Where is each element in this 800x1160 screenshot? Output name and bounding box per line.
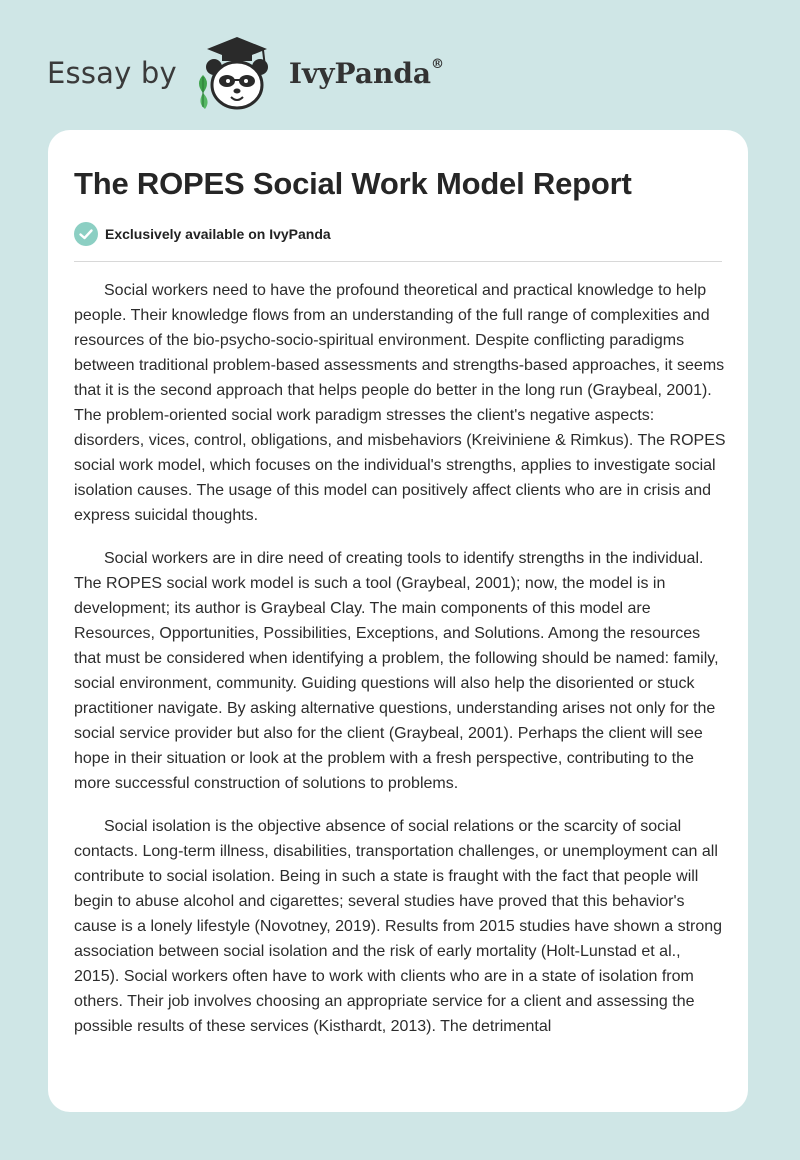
site-brand[interactable] xyxy=(47,33,444,113)
paragraph: Social workers need to have the profound theoretical and practical knowledge to help people. Their knowledge flows from an understanding of the full range of complexities and resources of the bio-psycho-socio-spiritual environment. Despite conflicting paradigms between traditional problem-based assessments and strengths-based approaches, it seems that it is the second approach that helps people do better in the long run (Graybeal, 2001). The problem-oriented social work paradigm stresses the client's negative aspects: disorders, vices, control, obligations, and misbehaviors (Kreiviniene & Rimkus). The ROPES social work model, which focuses on the individual's strengths, applies to investigate social isolation causes. The usage of this model can positively affect clients who are in crisis and express suicidal thoughts. xyxy=(74,282,726,524)
paragraph: Social isolation is the objective absence of social relations or the scarcity of social contacts. Long-term illness, disabilities, transportation challenges, or unemployment can all contribute to social isolation. Being in such a state is fraught with the fact that people will begin to abuse alcohol and cigarettes; several studies have proved that this behavior's cause is a lonely lifestyle (Novotney, 2019). Results from 2015 studies have shown a strong association between social isolation and the risk of early mortality (Holt-Lunstad et al., 2015). Social workers often have to work with clients who are in a state of isolation from others. Their job involves choosing an appropriate service for a client and assessing the possible results of these services (Kisthardt, 2013). The detrimental xyxy=(74,818,723,1035)
article-card xyxy=(48,130,748,1112)
exclusive-badge-label: Exclusively available on IvyPanda xyxy=(105,226,331,242)
exclusive-badge xyxy=(74,222,331,246)
divider xyxy=(74,261,722,262)
registered-mark: ® xyxy=(431,57,445,73)
article-body xyxy=(74,278,726,1057)
panda-graduate-icon xyxy=(191,33,283,113)
page-title: The ROPES Social Work Model Report xyxy=(74,166,632,201)
brand-prefix: Essay by xyxy=(47,56,177,90)
brand-name: IvyPanda® xyxy=(288,56,445,90)
check-circle-icon xyxy=(74,222,98,246)
paragraph: Social workers are in dire need of creating tools to identify strengths in the individual. The ROPES social work model is such a tool (Graybeal, 2001); now, the model is in development; its author is Graybeal Clay. The main components of this model are Resources, Opportunities, Possibilities, Exceptions, and Solutions. Among the resources that must be considered when identifying a problem, the following should be named: family, social environment, community. Guiding questions will also help the disoriented or stuck practitioner navigate. By asking alternative questions, understanding arises not only for the social service provider but also for the client (Graybeal, 2001). Perhaps the client will see hope in their situation or look at the problem with a fresh perspective, contributing to the more successful construction of solutions to problems. xyxy=(74,550,719,792)
